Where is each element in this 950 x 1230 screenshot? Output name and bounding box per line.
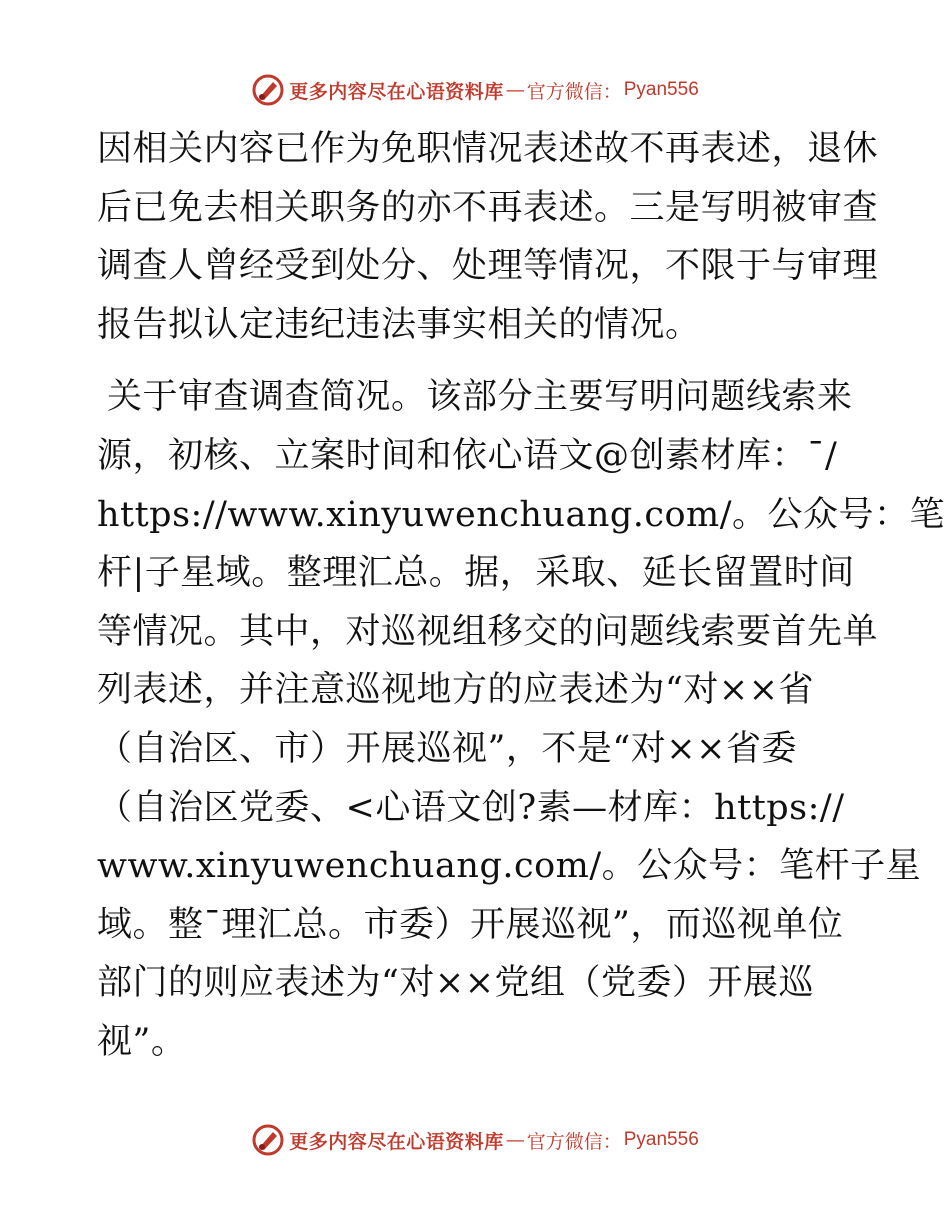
text-line: （自治区、市）开展巡视”，不是“对××省委 xyxy=(97,728,797,769)
banner-separator: — xyxy=(505,79,525,101)
banner-main-text: 更多内容尽在心语资料库 xyxy=(289,1130,504,1153)
text-line: 等情况。其中，对巡视组移交的问题线索要首先单 xyxy=(97,611,879,652)
text-line: 列表述，并注意巡视地方的应表述为“对××省 xyxy=(97,670,815,711)
paragraph-1 xyxy=(97,120,879,354)
text-line: 因相关内容已作为免职情况表述故不再表述，退休 xyxy=(97,129,879,169)
footer-banner xyxy=(0,1120,950,1160)
text-line: 关于审查调查简况。该部分主要写明问题线索来 xyxy=(107,377,853,418)
header-banner xyxy=(0,70,950,110)
text-line: 源，初核、立案时间和依心语文@创素材库：¯/ xyxy=(97,435,838,476)
text-line: https://www.xinyuwenchuang.com/。公众号：笔 xyxy=(97,494,946,535)
text-line: 域。整¯理汇总。市委）开展巡视”，而巡视单位 xyxy=(97,904,844,945)
text-line: 部门的则应表述为“对××党组（党委）开展巡 xyxy=(97,963,815,1004)
banner-main-text: 更多内容尽在心语资料库 xyxy=(289,80,504,103)
banner-wechat-id: Pyan556 xyxy=(623,1129,699,1150)
document-body xyxy=(97,120,946,1072)
text-line: 视”。 xyxy=(97,1021,187,1062)
banner-wechat-label: 官方微信： xyxy=(526,80,622,103)
text-line: 报告拟认定违纪违法事实相关的情况。 xyxy=(97,304,701,345)
text-line: 后已免去相关职务的亦不再表述。三是写明被审查 xyxy=(97,187,879,228)
banner-separator: — xyxy=(505,1129,525,1151)
text-line: 调查人曾经受到处分、处理等情况，不限于与审理 xyxy=(97,246,879,287)
text-line: （自治区党委、<心语文创?素—材库：https:// xyxy=(97,787,845,828)
paragraph-2 xyxy=(97,368,946,1071)
brand-logo-icon xyxy=(251,1123,285,1157)
brand-logo-icon xyxy=(251,73,285,107)
text-line: 杆|子星域。整理汇总。据，采取、延长留置时间 xyxy=(97,553,855,594)
banner-wechat-id: Pyan556 xyxy=(623,79,699,100)
text-line: www.xinyuwenchuang.com/。公众号：笔杆子星 xyxy=(97,846,922,887)
banner-wechat-label: 官方微信： xyxy=(526,1130,622,1153)
